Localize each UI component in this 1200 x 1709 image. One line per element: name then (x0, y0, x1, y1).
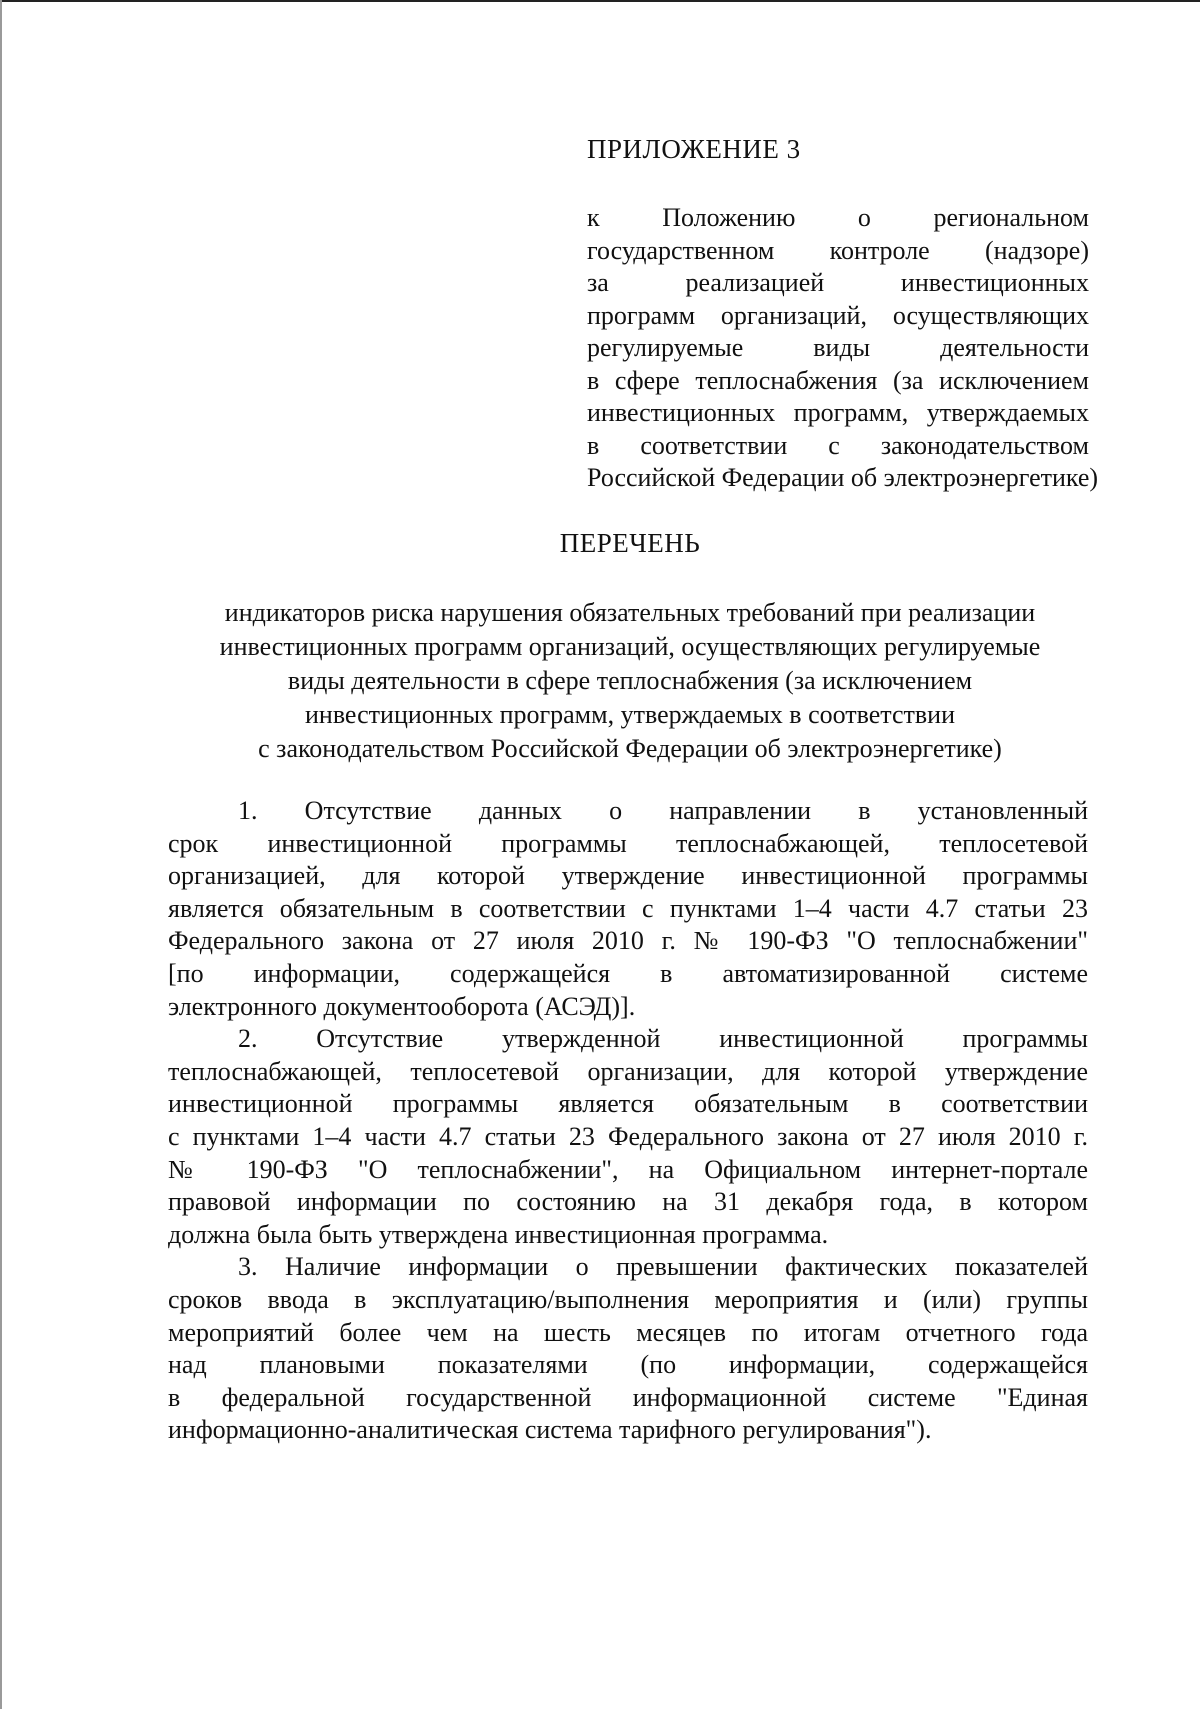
appendix-title: ПРИЛОЖЕНИЕ 3 (587, 134, 801, 164)
appendix-ref-line: программ организаций, осуществляющих (587, 300, 1089, 330)
list-title: ПЕРЕЧЕНЬ (559, 528, 701, 558)
paragraph-line: в федеральной государственной информационной системе "Единая (168, 1382, 1088, 1412)
indicator-item-2 (168, 1023, 1088, 1251)
paragraph-line: № 190-ФЗ "О теплоснабжении", на Официальном интернет-портале (168, 1154, 1088, 1184)
appendix-reference (587, 202, 1099, 495)
scan-edge-left (0, 0, 2, 1709)
appendix-ref-line: в сфере теплоснабжения (за исключением (587, 365, 1089, 395)
paragraph-line: мероприятий более чем на шесть месяцев по итогам отчетного года (168, 1317, 1088, 1347)
indicator-item-3 (168, 1251, 1088, 1447)
subtitle-line: виды деятельности в сфере теплоснабжения (за исключением (287, 666, 973, 695)
subtitle-line: инвестиционных программ, утверждаемых в соответствии (304, 700, 955, 729)
paragraph-line: теплоснабжающей, теплосетевой организации, для которой утверждение (168, 1056, 1088, 1086)
subtitle-line: инвестиционных программ организаций, осуществляющих регулируемые (219, 632, 1041, 661)
paragraph-last-line: электронного документооборота (АСЭД)]. (168, 991, 636, 1021)
paragraph-line: Федерального закона от 27 июля 2010 г. № 190-ФЗ "О теплоснабжении" (168, 926, 1088, 956)
list-subtitle (180, 596, 1080, 766)
paragraph-line: с пунктами 1–4 части 4.7 статьи 23 Федерального закона от 27 июля 2010 г. (168, 1121, 1088, 1151)
paragraph-line: сроков ввода в эксплуатацию/выполнения мероприятия и (или) группы (168, 1284, 1088, 1314)
paragraph-line: над плановыми показателями (по информации, содержащейся (168, 1350, 1088, 1380)
subtitle-line: индикаторов риска нарушения обязательных требований при реализации (224, 598, 1036, 627)
paragraph-line: является обязательным в соответствии с пунктами 1–4 части 4.7 статьи 23 (168, 893, 1088, 923)
appendix-ref-line: за реализацией инвестиционных (587, 268, 1089, 297)
paragraph-line: организацией, для которой утверждение инвестиционной программы (168, 861, 1088, 891)
appendix-ref-line: регулируемые виды деятельности (587, 333, 1089, 362)
paragraph-line: [по информации, содержащейся в автоматизированной системе (168, 958, 1088, 988)
paragraph-line: срок инвестиционной программы теплоснабжающей, теплосетевой (168, 828, 1088, 858)
appendix-ref-line: инвестиционных программ, утверждаемых (587, 398, 1089, 427)
appendix-ref-line: к Положению о региональном (587, 203, 1089, 232)
paragraph-line: инвестиционной программы является обязательным в соответствии (168, 1089, 1088, 1119)
indicator-item-1 (168, 795, 1088, 1023)
paragraph-first-line: 2. Отсутствие утвержденной инвестиционной программы (238, 1024, 1088, 1054)
appendix-ref-line: государственном контроле (надзоре) (587, 235, 1089, 265)
paragraph-first-line: 3. Наличие информации о превышении фактических показателей (238, 1252, 1088, 1282)
indicator-list (168, 795, 1088, 1447)
scan-edge-top (0, 0, 1200, 2)
paragraph-first-line: 1. Отсутствие данных о направлении в установленный (238, 796, 1088, 825)
paragraph-line: правовой информации по состоянию на 31 декабря года, в котором (168, 1187, 1088, 1217)
paragraph-last-line: информационно-аналитическая система тарифного регулирования"). (168, 1415, 932, 1445)
subtitle-line: с законодательством Российской Федерации об электроэнергетике) (258, 734, 1002, 763)
paragraph-last-line: должна была быть утверждена инвестиционная программа. (168, 1219, 829, 1249)
appendix-ref-line: в соответствии с законодательством (587, 430, 1089, 460)
appendix-ref-line: Российской Федерации об электроэнергетике) (587, 463, 1099, 492)
